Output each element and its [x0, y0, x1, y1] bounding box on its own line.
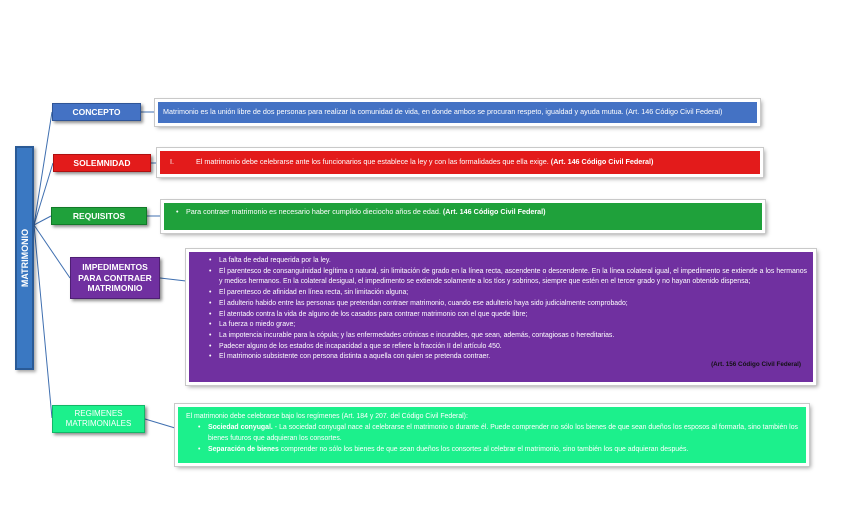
regimen-text: comprender no sólo los bienes de que sean dueños los consortes al celebrar el matrimonio, sino también los que adquieran después.: [278, 446, 689, 454]
impedimento-item: • Padecer alguno de los estados de incapacidad a que se refiere la fracción II del artículo 450.: [205, 342, 807, 353]
requisitos-node: [51, 207, 147, 225]
impedimentos-node: [70, 257, 160, 299]
regimenes-label: REGIMENES MATRIMONIALES: [65, 409, 132, 428]
regimen-item: [194, 422, 798, 444]
regimen-title: Separación de bienes: [208, 446, 279, 454]
solemnidad-marker: I.: [170, 157, 174, 167]
impedimentos-ref: (Art. 156 Código Civil Federal): [711, 361, 801, 369]
solemnidad-label: SOLEMNIDAD: [73, 157, 131, 168]
requisitos-ref: (Art. 146 Código Civil Federal): [442, 207, 546, 216]
requisitos-content: [161, 200, 765, 233]
regimenes-intro: El matrimonio debe celebrarse bajo los regímenes (Art. 184 y 207. del Código Civil Federal):: [186, 413, 468, 420]
requisitos-label: REQUISITOS: [72, 210, 126, 221]
impedimento-item: • El adulterio habido entre las personas que pretendan contraer matrimonio, cuando ese adulterio haya sido judicialmente comprobado;: [205, 299, 807, 310]
concepto-content: [155, 99, 760, 126]
solemnidad-text: El matrimonio debe celebrarse ante los funcionarios que establece la ley y con las formalidades que ella exige.: [196, 157, 549, 167]
impedimento-item: • El parentesco de afinidad en línea recta, sin limitación alguna;: [205, 288, 807, 299]
regimenes-node: [52, 405, 145, 433]
impedimento-item: • El matrimonio subsistente con persona distinta a aquella con quien se pretenda contraer.: [205, 352, 807, 363]
requisitos-item: • Para contraer matrimonio es necesario haber cumplido dieciocho años de edad. (Art. 146 Código Civil Federal): [172, 207, 754, 217]
impedimento-item: • El atentado contra la vida de alguno de los casados para contraer matrimonio con el que quede libre;: [205, 310, 807, 321]
requisitos-list: [172, 207, 754, 217]
regimen-title: Sociedad conyugal.: [208, 424, 273, 432]
impedimento-item: • El parentesco de consanguinidad legítima o natural, sin limitación de grado en la línea recta, ascendente o descendente. En la línea colateral igual, el impedimento se extiende a los hermanos y medios hermanos. En la colateral desigual, el impedimento se extiende solamente a los tíos y sobrinos, siempre que estén en el tercer grado y no hayan obtenido dispensa;: [205, 267, 807, 288]
root-node: [15, 146, 34, 370]
impedimento-item: • La falta de edad requerida por la ley.: [205, 256, 807, 267]
concepto-node: [52, 103, 141, 121]
impedimentos-content: [186, 249, 816, 385]
impedimentos-label: IMPEDIMENTOS PARA CONTRAER MATRIMONIO: [78, 262, 152, 294]
regimen-item: [194, 444, 798, 455]
solemnidad-node: [53, 154, 151, 172]
impedimento-item: • La impotencia incurable para la cópula; y las enfermedades crónicas e incurables, que sean, además, contagiosas o hereditarias.: [205, 331, 807, 342]
impedimentos-list: [205, 256, 807, 363]
solemnidad-ref: (Art. 146 Código Civil Federal): [550, 157, 654, 167]
regimen-text: - La sociedad conyugal nace al celebrarse el matrimonio o durante él. Puede comprender no sólo los bienes de que sean dueños los esposos al formarla, sino también los bienes futuros que adquieran los consortes.: [208, 424, 798, 443]
concepto-text: Matrimonio es la unión libre de dos personas para realizar la comunidad de vida, en donde ambos se procuran respeto, igualdad y ayuda mutua. (Art. 146 Código Civil Federal): [163, 107, 723, 117]
concepto-label: CONCEPTO: [72, 106, 121, 117]
root-label: MATRIMONIO: [19, 228, 30, 288]
regimenes-content: [175, 404, 809, 466]
regimenes-list: [186, 422, 798, 455]
solemnidad-content: [157, 148, 763, 177]
impedimento-item: • La fuerza o miedo grave;: [205, 320, 807, 331]
